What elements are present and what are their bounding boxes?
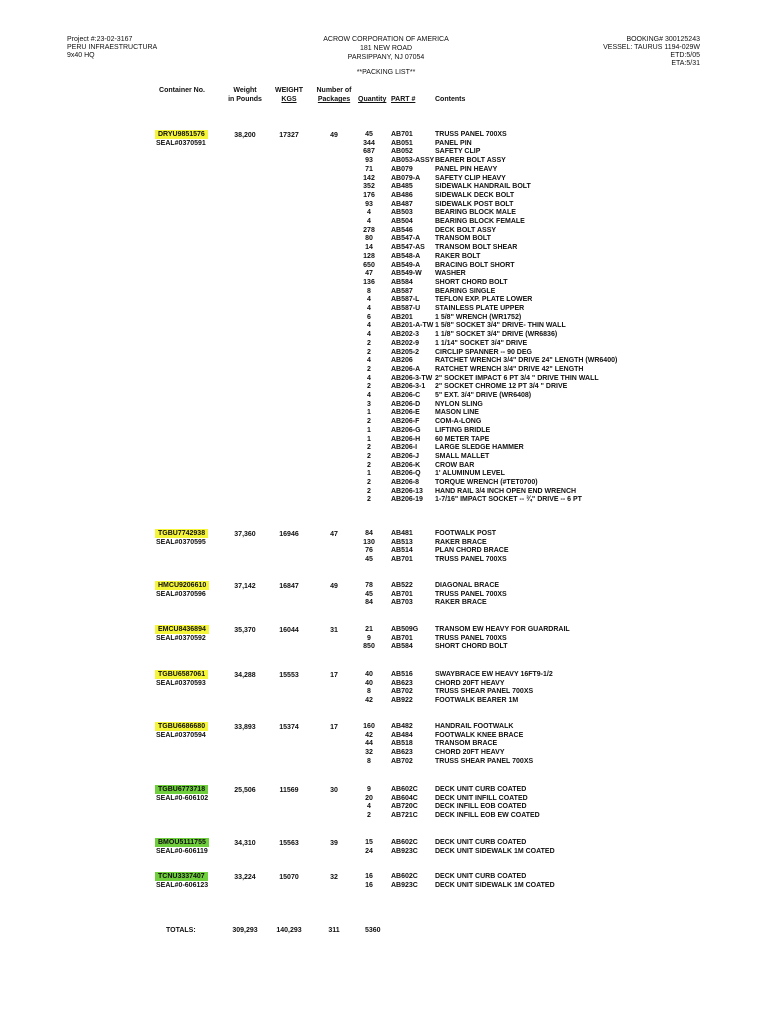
col-packages-line2: Packages — [317, 96, 351, 103]
seal-number: SEAL#0370594 — [156, 732, 206, 739]
item-contents: RAKER BRACE — [435, 599, 487, 607]
item-part-number: AB701 — [391, 634, 413, 642]
col-packages-line1: Number of — [316, 87, 352, 94]
col-weight-kgs-line1: WEIGHT — [275, 87, 303, 94]
weight-kgs: 17327 — [279, 132, 299, 139]
item-quantity: 2 — [367, 444, 371, 452]
col-packages — [312, 86, 356, 104]
item-quantity: 84 — [365, 530, 373, 537]
item-part-number: AB604C — [391, 794, 418, 802]
item-quantity: 2 — [367, 418, 371, 426]
item-quantity: 4 — [367, 392, 371, 399]
item-contents: TRUSS PANEL 700XS — [435, 634, 507, 642]
item-quantity: 4 — [367, 218, 371, 225]
item-quantity: 2 — [367, 479, 371, 486]
item-quantity: 136 — [363, 278, 375, 286]
item-quantity: 687 — [363, 148, 375, 156]
col-weight-lbs — [222, 86, 268, 104]
item-part-number: AB206-H — [391, 435, 421, 443]
item-part-number: AB701 — [391, 131, 413, 138]
item-part-number: AB206-A — [391, 365, 421, 373]
item-contents: BEARING SINGLE — [435, 287, 496, 295]
seal-number: SEAL#0-606102 — [156, 795, 209, 802]
item-part-number: AB206-3-1 — [391, 383, 426, 391]
item-contents: 5" EXT. 3/4" DRIVE (WR6408) — [435, 392, 532, 399]
item-contents: PANEL PIN — [435, 139, 472, 147]
item-quantity: 4 — [367, 374, 371, 382]
item-quantity: 4 — [367, 331, 371, 339]
item-part-number: AB702 — [391, 757, 413, 765]
col-part: PART # — [391, 96, 416, 103]
col-weight-kgs-line2: KGS — [281, 96, 297, 103]
item-contents: HAND RAIL 3/4 INCH OPEN END WRENCH — [435, 487, 577, 495]
client-name: PERU INFRAESTRUCTURA — [67, 44, 158, 51]
item-contents: FOOTWALK KNEE BRACE — [435, 731, 524, 739]
item-quantity: 1 — [367, 409, 371, 417]
item-contents: TRANSOM EW HEAVY FOR GUARDRAIL — [435, 626, 570, 633]
item-part-number: AB513 — [391, 538, 413, 546]
weight-pounds: 37,360 — [234, 531, 256, 538]
item-quantity: 76 — [365, 547, 373, 555]
item-part-number: AB051 — [391, 139, 413, 147]
seal-number: SEAL#0-606119 — [156, 848, 208, 855]
item-part-number: AB584 — [391, 278, 413, 286]
packing-list-title: **PACKING LIST** — [356, 69, 416, 76]
item-quantity: 9 — [367, 634, 371, 642]
item-quantity: 2 — [367, 365, 371, 373]
weight-pounds: 34,310 — [234, 840, 256, 847]
item-part-number: AB602C — [391, 786, 418, 793]
item-quantity: 42 — [365, 697, 373, 705]
col-weight-lbs-line2: in Pounds — [228, 96, 262, 103]
item-contents: BRACING BOLT SHORT — [435, 261, 515, 269]
item-quantity: 9 — [367, 786, 371, 793]
item-part-number: AB202-9 — [391, 339, 420, 347]
item-part-number: AB206-E — [391, 409, 420, 417]
item-contents: DECK UNIT CURB COATED — [435, 786, 527, 793]
weight-kgs: 15553 — [279, 672, 299, 679]
item-contents: DECK BOLT ASSY — [435, 226, 497, 234]
weight-pounds: 37,142 — [234, 583, 256, 590]
item-quantity: 4 — [367, 209, 371, 217]
item-part-number: AB548-A — [391, 252, 421, 260]
item-quantity: 4 — [367, 322, 371, 330]
package-count: 31 — [330, 627, 338, 634]
item-part-number: AB206-8 — [391, 479, 420, 486]
item-contents: TEFLON EXP. PLATE LOWER — [435, 296, 533, 304]
item-contents: 1 5/8" WRENCH (WR1752) — [435, 313, 522, 321]
item-part-number: AB486 — [391, 191, 413, 199]
item-quantity: 42 — [365, 731, 373, 739]
item-part-number: AB503 — [391, 209, 413, 217]
item-contents: DIAGONAL BRACE — [435, 582, 500, 589]
item-part-number: AB201-A-TW — [391, 322, 434, 330]
item-contents: BEARING BLOCK MALE — [435, 209, 516, 217]
weight-kgs: 16946 — [279, 531, 299, 538]
item-contents: 2" SOCKET IMPACT 6 PT 3/4 " DRIVE THIN WALL — [435, 374, 599, 382]
item-part-number: AB205-2 — [391, 348, 420, 356]
container-type: 9x40 HQ — [67, 52, 95, 59]
item-quantity: 16 — [365, 881, 373, 889]
item-quantity: 130 — [363, 538, 375, 546]
item-part-number: AB079-A — [391, 174, 421, 182]
weight-kgs: 16044 — [279, 627, 299, 634]
item-part-number: AB547-AS — [391, 244, 425, 252]
project-number: Project #:23-02-3167 — [67, 36, 133, 43]
container-number: BMOU5111755 — [155, 838, 209, 847]
company-street: 181 NEW ROAD — [359, 45, 413, 52]
item-part-number: AB587 — [391, 287, 413, 295]
item-contents: BEARER BOLT ASSY — [435, 157, 506, 165]
package-count: 49 — [330, 583, 338, 590]
package-count: 32 — [330, 874, 338, 881]
package-count: 47 — [330, 531, 338, 538]
item-quantity: 344 — [363, 139, 375, 147]
item-quantity: 6 — [367, 313, 371, 321]
item-contents: COM-A-LONG — [435, 418, 482, 426]
item-contents: 1 1/8" SOCKET 3/4" DRIVE (WR6836) — [435, 331, 558, 339]
item-quantity: 176 — [363, 191, 375, 199]
container-number: TGBU6686680 — [155, 722, 208, 731]
item-quantity: 2 — [367, 812, 371, 820]
item-part-number: AB206-19 — [391, 496, 423, 504]
item-part-number: AB206-G — [391, 426, 421, 434]
container-number: DRYU9851576 — [155, 130, 208, 139]
item-part-number: AB053-ASSY — [391, 157, 435, 165]
seal-number: SEAL#0370593 — [156, 680, 206, 687]
item-quantity: 40 — [365, 679, 373, 687]
seal-number: SEAL#0370595 — [156, 539, 206, 546]
weight-kgs: 16847 — [279, 583, 299, 590]
item-contents: PANEL PIN HEAVY — [435, 165, 498, 173]
item-part-number: AB602C — [391, 873, 418, 880]
item-contents: TRANSOM BOLT — [435, 235, 491, 243]
weight-kgs: 11569 — [279, 787, 299, 794]
weight-pounds: 33,224 — [234, 874, 256, 881]
item-contents: TORQUE WRENCH (#TET0700) — [435, 479, 538, 486]
item-contents: SIDEWALK HANDRAIL BOLT — [435, 183, 531, 191]
etd: ETD:5/05 — [670, 52, 700, 59]
item-part-number: AB509G — [391, 626, 419, 633]
item-quantity: 278 — [363, 226, 375, 234]
col-contents: Contents — [435, 96, 466, 103]
item-quantity: 1 — [367, 470, 371, 478]
item-part-number: AB516 — [391, 671, 413, 678]
item-contents: DECK UNIT CURB COATED — [435, 839, 527, 846]
item-quantity: 93 — [365, 157, 373, 165]
item-part-number: AB206-J — [391, 452, 420, 460]
item-part-number: AB206-Q — [391, 470, 421, 478]
item-quantity: 128 — [363, 252, 375, 260]
weight-pounds: 33,893 — [234, 724, 256, 731]
seal-number: SEAL#0370596 — [156, 591, 206, 598]
seal-number: SEAL#0-606123 — [156, 882, 209, 889]
item-quantity: 16 — [365, 873, 373, 880]
item-quantity: 93 — [365, 200, 373, 208]
item-contents: 1 5/8" SOCKET 3/4" DRIVE- THIN WALL — [435, 322, 566, 330]
col-weight-lbs-line1: Weight — [233, 87, 257, 94]
weight-pounds: 35,370 — [234, 627, 256, 634]
item-contents: HANDRAIL FOOTWALK — [435, 723, 514, 730]
item-part-number: AB206 — [391, 357, 413, 365]
item-part-number: AB487 — [391, 200, 413, 208]
package-count: 39 — [330, 840, 338, 847]
item-part-number: AB206-I — [391, 444, 418, 452]
item-quantity: 142 — [363, 174, 375, 182]
item-quantity: 45 — [365, 131, 373, 138]
item-part-number: AB923C — [391, 847, 418, 855]
item-part-number: AB923C — [391, 881, 418, 889]
item-contents: CIRCLIP SPANNER -- 90 DEG — [435, 348, 532, 356]
item-contents: SMALL MALLET — [435, 452, 490, 460]
item-contents: TRANSOM BRACE — [435, 740, 498, 748]
item-part-number: AB201 — [391, 313, 413, 321]
item-quantity: 40 — [365, 671, 373, 678]
weight-pounds: 25,506 — [234, 787, 256, 794]
item-part-number: AB701 — [391, 556, 413, 564]
container-number: TGBU7742938 — [155, 529, 208, 538]
container-number: EMCU8436894 — [155, 625, 209, 634]
item-contents: 1 1/14" SOCKET 3/4" DRIVE — [435, 339, 528, 347]
item-quantity: 20 — [365, 794, 373, 802]
item-part-number: AB623 — [391, 749, 413, 757]
item-part-number: AB922 — [391, 697, 413, 705]
item-contents: SHORT CHORD BOLT — [435, 643, 508, 651]
item-part-number: AB481 — [391, 530, 413, 537]
item-quantity: 14 — [365, 244, 373, 252]
totals-packages: 311 — [328, 927, 340, 934]
item-contents: 1-7/16" IMPACT SOCKET -- ¾" DRIVE -- 6 PT — [435, 496, 582, 504]
item-part-number: AB602C — [391, 839, 418, 846]
item-quantity: 2 — [367, 383, 371, 391]
item-quantity: 850 — [363, 643, 375, 651]
container-number: HMCU9206610 — [155, 581, 209, 590]
item-quantity: 352 — [363, 183, 375, 191]
item-quantity: 2 — [367, 452, 371, 460]
item-quantity: 2 — [367, 496, 371, 504]
item-quantity: 4 — [367, 305, 371, 312]
weight-pounds: 34,288 — [234, 672, 256, 679]
package-count: 17 — [330, 672, 338, 679]
item-part-number: AB504 — [391, 218, 413, 225]
col-weight-kgs — [268, 86, 310, 104]
item-contents: RATCHET WRENCH 3/4" DRIVE 42" LENGTH — [435, 365, 584, 373]
item-part-number: AB202-3 — [391, 331, 420, 339]
item-quantity: 8 — [367, 688, 371, 696]
item-quantity: 1 — [367, 435, 371, 443]
item-quantity: 1 — [367, 426, 371, 434]
item-contents: NYLON SLING — [435, 400, 483, 408]
container-number: TGBU6587061 — [155, 670, 208, 679]
eta: ETA:5/31 — [671, 60, 700, 67]
totals-quantity: 5360 — [365, 927, 381, 934]
item-contents: SAFETY CLIP HEAVY — [435, 174, 506, 182]
item-contents: TRUSS SHEAR PANEL 700XS — [435, 688, 534, 696]
item-part-number: AB484 — [391, 731, 413, 739]
seal-number: SEAL#0370591 — [156, 140, 206, 147]
item-contents: DECK UNIT SIDEWALK 1M COATED — [435, 847, 555, 855]
item-quantity: 78 — [365, 582, 373, 589]
totals-pounds: 309,293 — [232, 927, 258, 934]
item-quantity: 80 — [365, 235, 373, 243]
item-contents: FOOTWALK POST — [435, 530, 497, 537]
item-contents: CHORD 20FT HEAVY — [435, 749, 505, 757]
item-contents: SIDEWALK POST BOLT — [435, 200, 514, 208]
item-contents: TRUSS PANEL 700XS — [435, 131, 507, 138]
item-part-number: AB720C — [391, 803, 418, 811]
item-contents: DECK UNIT INFILL COATED — [435, 794, 528, 802]
item-quantity: 45 — [365, 590, 373, 598]
item-part-number: AB702 — [391, 688, 413, 696]
package-count: 17 — [330, 724, 338, 731]
item-quantity: 24 — [365, 847, 373, 855]
item-part-number: AB206-C — [391, 392, 421, 399]
item-quantity: 71 — [365, 165, 373, 173]
package-count: 49 — [330, 132, 338, 139]
item-quantity: 15 — [365, 839, 373, 846]
item-quantity: 44 — [365, 740, 373, 748]
item-quantity: 3 — [367, 400, 371, 408]
item-quantity: 45 — [365, 556, 373, 564]
item-quantity: 2 — [367, 348, 371, 356]
col-quantity: Quantity — [358, 96, 387, 103]
item-part-number: AB206-D — [391, 400, 421, 408]
weight-kgs: 15374 — [279, 724, 299, 731]
item-part-number: AB206-13 — [391, 487, 423, 495]
item-quantity: 8 — [367, 287, 371, 295]
item-contents: TRANSOM BOLT SHEAR — [435, 244, 518, 252]
item-contents: DECK UNIT CURB COATED — [435, 873, 527, 880]
item-part-number: AB518 — [391, 740, 413, 748]
item-contents: 2" SOCKET CHROME 12 PT 3/4 " DRIVE — [435, 383, 568, 391]
item-part-number: AB206-3-TW — [391, 374, 433, 382]
item-contents: TRUSS PANEL 700XS — [435, 556, 507, 564]
item-contents: DECK UNIT SIDEWALK 1M COATED — [435, 881, 555, 889]
item-part-number: AB587-U — [391, 305, 421, 312]
item-part-number: AB485 — [391, 183, 413, 191]
item-quantity: 2 — [367, 461, 371, 469]
weight-pounds: 38,200 — [234, 132, 256, 139]
item-part-number: AB584 — [391, 643, 413, 651]
item-part-number: AB549-W — [391, 270, 422, 278]
item-contents: TRUSS PANEL 700XS — [435, 590, 507, 598]
item-quantity: 84 — [365, 599, 373, 607]
item-contents: CHORD 20FT HEAVY — [435, 679, 505, 687]
item-part-number: AB549-A — [391, 261, 421, 269]
item-contents: 1' ALUMINUM LEVEL — [435, 470, 505, 478]
item-contents: RATCHET WRENCH 3/4" DRIVE 24" LENGTH (WR6400) — [435, 357, 618, 365]
item-contents: SWAYBRACE EW HEAVY 16FT9-1/2 — [435, 671, 553, 678]
item-contents: DECK INFILL EOB EW COATED — [435, 812, 540, 820]
item-part-number: AB701 — [391, 590, 413, 598]
item-contents: 60 METER TAPE — [435, 435, 490, 443]
item-contents: TRUSS SHEAR PANEL 700XS — [435, 757, 534, 765]
item-quantity: 650 — [363, 261, 375, 269]
item-contents: STAINLESS PLATE UPPER — [435, 305, 525, 312]
item-part-number: AB206-K — [391, 461, 421, 469]
item-contents: SAFETY CLIP — [435, 148, 481, 156]
item-part-number: AB522 — [391, 582, 413, 589]
item-part-number: AB587-L — [391, 296, 420, 304]
item-contents: SHORT CHORD BOLT — [435, 278, 508, 286]
item-contents: BEARING BLOCK FEMALE — [435, 218, 525, 225]
weight-kgs: 15563 — [279, 840, 299, 847]
item-quantity: 21 — [365, 626, 373, 633]
item-quantity: 2 — [367, 339, 371, 347]
item-quantity: 47 — [365, 270, 373, 278]
item-contents: RAKER BRACE — [435, 538, 487, 546]
item-quantity: 8 — [367, 757, 371, 765]
item-contents: LIFTING BRIDLE — [435, 426, 491, 434]
item-part-number: AB623 — [391, 679, 413, 687]
seal-number: SEAL#0370592 — [156, 635, 206, 642]
item-quantity: 32 — [365, 749, 373, 757]
package-count: 30 — [330, 787, 338, 794]
item-contents: PLAN CHORD BRACE — [435, 547, 509, 555]
item-part-number: AB546 — [391, 226, 413, 234]
totals-label: TOTALS: — [166, 927, 196, 934]
item-part-number: AB721C — [391, 812, 418, 820]
item-part-number: AB052 — [391, 148, 413, 156]
weight-kgs: 15070 — [279, 874, 299, 881]
vessel: VESSEL: TAURUS 1194-029W — [603, 44, 700, 51]
item-contents: SIDEWALK DECK BOLT — [435, 191, 515, 199]
item-quantity: 160 — [363, 723, 375, 730]
item-contents: WASHER — [435, 270, 466, 278]
item-contents: FOOTWALK BEARER 1M — [435, 697, 519, 705]
item-contents: LARGE SLEDGE HAMMER — [435, 444, 524, 452]
item-part-number: AB079 — [391, 165, 413, 173]
col-container: Container No. — [159, 87, 205, 94]
item-quantity: 4 — [367, 803, 371, 811]
item-part-number: AB482 — [391, 723, 413, 730]
item-contents: RAKER BOLT — [435, 252, 481, 260]
item-quantity: 4 — [367, 357, 371, 365]
item-part-number: AB703 — [391, 599, 413, 607]
company-name: ACROW CORPORATION OF AMERICA — [323, 36, 449, 43]
item-part-number: AB206-F — [391, 418, 420, 426]
item-part-number: AB547-A — [391, 235, 421, 243]
item-quantity: 2 — [367, 487, 371, 495]
container-number: TCNU3337407 — [155, 872, 208, 881]
item-contents: MASON LINE — [435, 409, 479, 417]
item-quantity: 4 — [367, 296, 371, 304]
booking-number: BOOKING# 300125243 — [626, 36, 700, 43]
totals-kgs: 140,293 — [276, 927, 302, 934]
item-contents: DECK INFILL EOB COATED — [435, 803, 527, 811]
company-city: PARSIPPANY, NJ 07054 — [347, 54, 425, 61]
container-number: TGBU6773718 — [155, 785, 208, 794]
item-part-number: AB514 — [391, 547, 413, 555]
item-contents: CROW BAR — [435, 461, 475, 469]
